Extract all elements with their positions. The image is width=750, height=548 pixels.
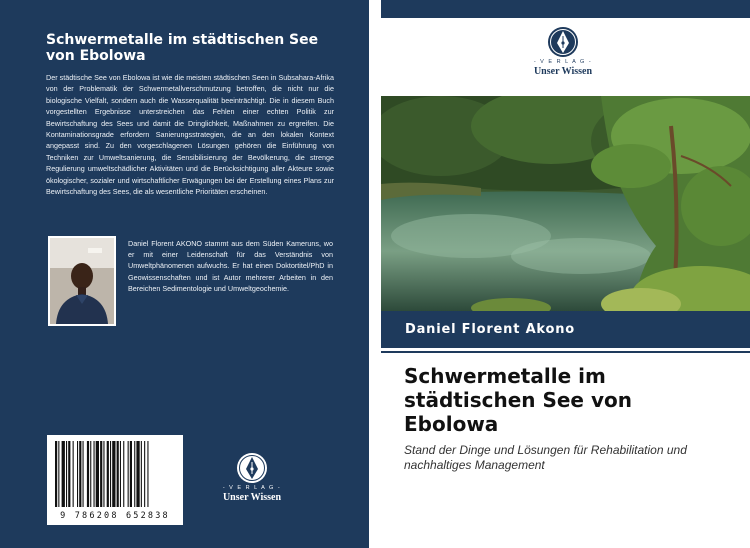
isbn-digits: 9 786208 652838: [60, 511, 170, 521]
barcode-bar: [128, 441, 129, 507]
back-cover-title: Schwermetalle im städtischen See von Ebolowa: [46, 32, 319, 64]
back-cover-blurb: Der städtische See von Ebolowa ist wie die meisten städtischen Seen in Subsahara-Afrika von der Problematik der Schwermetallverschmutzung betroffen, die nicht nur die biologische Vielfalt, sondern auch die Wasserqualität beeinträchtigt. Die in diesem Buch vorgestellten Ergebnisse unterstreichen das Fehlen einer echten Politik zur Bewirtschaftung des Sees und damit die Dringlichkeit, Maßnahmen zu ergreifen. Die Kontaminationsgrade erfordern Sanierungsstrategien, die an den lokalen Kontext angepasst sind. Zu den vorgeschlagenen Lösungen gehören die Einführung von Techniken zur Umweltsanierung, die Sensibilisierung der Bevölkerung, die strenge Regulierung umweltschädlicher Aktivitäten und die Berücksichtigung aller Akteure sowie ökologischer, sozialer und wirtschaftlicher Erwägungen bei der Erstellung eines Plans zur Bewirtschaftung des Sees, die als wesentliche Prioritäten erscheinen.: [46, 73, 334, 197]
barcode-bar: [73, 441, 74, 507]
barcode-bar: [110, 441, 111, 507]
front-top-band: [381, 0, 750, 18]
front-cover-subtitle: Stand der Dinge und Lösungen für Rehabilitation und nachhaltiges Management: [404, 443, 687, 472]
barcode-bar: [68, 441, 70, 507]
barcode-bar: [117, 441, 119, 507]
barcode-bar: [58, 441, 59, 507]
barcode-bar: [55, 441, 57, 507]
barcode-bar: [83, 441, 84, 507]
publisher-logo-back: [212, 452, 292, 503]
publisher-name: Unser Wissen: [222, 492, 282, 503]
front-cover-author: Daniel Florent Akono: [405, 322, 576, 337]
publisher-logo-front: [521, 26, 605, 77]
barcode-bar: [120, 441, 121, 507]
barcode-bar: [141, 441, 142, 507]
barcode-bar: [144, 441, 145, 507]
author-band: [381, 311, 750, 348]
barcode-bar: [66, 441, 67, 507]
front-cover-title: Schwermetalle im städtischen See von Ebolowa: [404, 364, 632, 436]
barcode-bar: [79, 441, 81, 507]
cover-lake-photo: [381, 96, 750, 311]
barcode-bar: [107, 441, 109, 507]
author-bio: Daniel Florent AKONO stammt aus dem Süden Kameruns, wo er mit einer Leidenschaft für das Verständnis von Umweltphänomenen aufwuchs. Er hat einen Doktortitel/PhD in Geowissenschaften und ist Autor mehrerer Arbeiten in den Bereichen Sedimentologie und Umweltgeochemie.: [128, 239, 333, 293]
barcode-bar: [147, 441, 148, 507]
pen-nib-emblem-icon: [547, 26, 579, 58]
title-divider: [381, 351, 750, 353]
barcode-bar: [62, 441, 65, 507]
back-cover: [0, 0, 369, 548]
publisher-name: Unser Wissen: [533, 66, 593, 77]
barcode-bar: [136, 441, 139, 507]
barcode-bar: [134, 441, 135, 507]
barcode-bar: [103, 441, 104, 507]
barcode-bar: [130, 441, 132, 507]
barcode-bar: [112, 441, 115, 507]
barcode-bar: [90, 441, 91, 507]
barcode-bar: [100, 441, 102, 507]
isbn-barcode: [47, 435, 183, 525]
publisher-verlag-label: - V E R L A G -: [222, 485, 282, 491]
barcode-bar: [94, 441, 95, 507]
publisher-verlag-label: - V E R L A G -: [533, 59, 593, 65]
pen-nib-emblem-icon: [236, 452, 268, 484]
author-photo: [48, 236, 116, 326]
barcode-bar: [87, 441, 89, 507]
barcode-bar: [96, 441, 99, 507]
barcode-bar: [123, 441, 124, 507]
barcode-bar: [77, 441, 78, 507]
